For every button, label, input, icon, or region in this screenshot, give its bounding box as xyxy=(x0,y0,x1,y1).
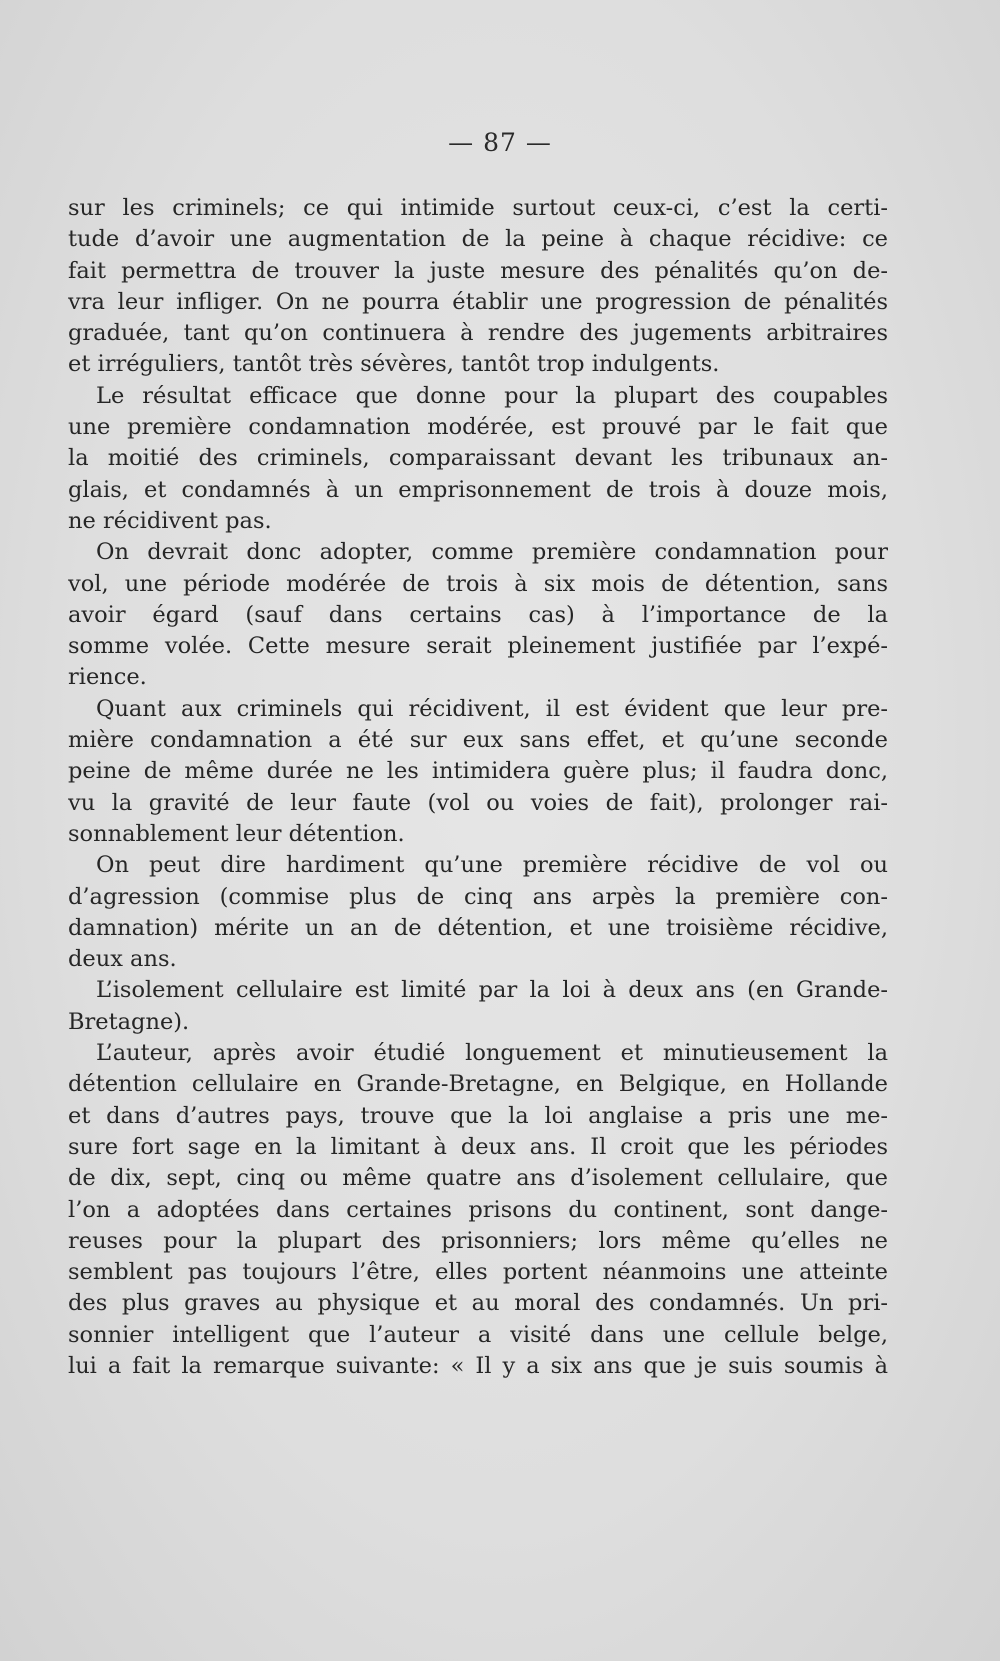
text-line: On peut dire hardiment qu’une première récidive de vol ou xyxy=(96,852,888,879)
text-line: L’isolement cellulaire est limité par la loi à deux ans (en Grande- xyxy=(96,977,888,1004)
text-line: On devrait donc adopter, comme première condamnation pour xyxy=(96,539,888,566)
text-line: graduée, tant qu’on continuera à rendre des jugements arbitraires xyxy=(68,320,888,347)
page-number: — 87 — xyxy=(448,128,552,157)
text-line: des plus graves au physique et au moral des condamnés. Un pri- xyxy=(68,1290,888,1317)
text-line: lui a fait la remarque suivante: « Il y a six ans que je suis soumis à xyxy=(68,1352,888,1379)
text-line: somme volée. Cette mesure serait pleinement justifiée par l’expé- xyxy=(68,633,888,660)
text-line: une première condamnation modérée, est prouvé par le fait que xyxy=(68,414,888,441)
text-line: vol, une période modérée de trois à six mois de détention, sans xyxy=(68,570,888,597)
text-line: deux ans. xyxy=(68,946,177,973)
text-line: l’on a adoptées dans certaines prisons du continent, sont dange- xyxy=(68,1196,888,1223)
text-line: mière condamnation a été sur eux sans effet, et qu’une seconde xyxy=(68,727,888,754)
text-line: sonnier intelligent que l’auteur a visité dans une cellule belge, xyxy=(68,1321,888,1348)
text-line: vra leur infliger. On ne pourra établir une progression de pénalités xyxy=(68,288,888,315)
text-line: fait permettra de trouver la juste mesure des pénalités qu’on de- xyxy=(68,257,888,284)
text-line: de dix, sept, cinq ou même quatre ans d’isolement cellulaire, que xyxy=(68,1165,888,1192)
text-line: Bretagne). xyxy=(68,1008,190,1035)
text-line: glais, et condamnés à un emprisonnement de trois à douze mois, xyxy=(68,476,888,503)
text-line: semblent pas toujours l’être, elles portent néanmoins une atteinte xyxy=(68,1259,888,1286)
text-line: rience. xyxy=(68,664,147,691)
text-line: d’agression (commise plus de cinq ans arpès la première con- xyxy=(68,883,888,910)
text-line: sur les criminels; ce qui intimide surtout ceux-ci, c’est la certi- xyxy=(68,195,888,221)
text-line: damnation) mérite un an de détention, et une troisième récidive, xyxy=(68,914,888,941)
text-line: L’auteur, après avoir étudié longuement et minutieusement la xyxy=(96,1040,888,1067)
text-line: Quant aux criminels qui récidivent, il est évident que leur pre- xyxy=(96,695,888,722)
text-line: avoir égard (sauf dans certains cas) à l’importance de la xyxy=(68,601,888,628)
text-line: et dans d’autres pays, trouve que la loi anglaise a pris une me- xyxy=(68,1102,888,1129)
text-line: détention cellulaire en Grande-Bretagne, en Belgique, en Hollande xyxy=(68,1071,888,1098)
text-line: la moitié des criminels, comparaissant devant les tribunaux an- xyxy=(68,445,888,472)
text-line: ne récidivent pas. xyxy=(68,507,272,534)
text-line: sonnablement leur détention. xyxy=(68,820,405,847)
text-line: reuses pour la plupart des prisonniers; lors même qu’elles ne xyxy=(68,1227,888,1254)
text-line: vu la gravité de leur faute (vol ou voies de fait), prolonger rai- xyxy=(68,789,888,816)
text-line: sure fort sage en la limitant à deux ans. Il croit que les périodes xyxy=(68,1133,888,1160)
text-line: tude d’avoir une augmentation de la peine à chaque récidive: ce xyxy=(68,226,888,253)
text-line: peine de même durée ne les intimidera guère plus; il faudra donc, xyxy=(68,758,888,785)
body-text xyxy=(68,193,888,1382)
text-line: et irréguliers, tantôt très sévères, tantôt trop indulgents. xyxy=(68,351,720,378)
text-line: Le résultat efficace que donne pour la plupart des coupables xyxy=(96,382,888,409)
